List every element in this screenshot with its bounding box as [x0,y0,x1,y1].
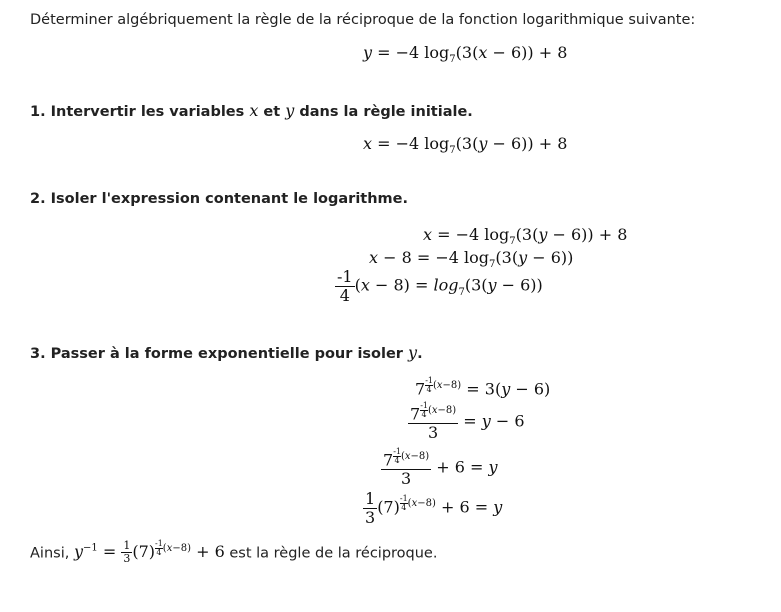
step3-line3: 7 $^{\frac{-1}{4} (x-8)}$ 3 + 6 = y [383,447,498,488]
step2-line2: x − 8 = −4 $\log_7(3(y - 6))$ [369,248,574,271]
step1-heading: 1. Intervertir les variables x et y dans la règle initiale. [30,101,473,120]
step2-line1: x = −4 $\log_7(3(y - 6)) + 8$ [423,225,628,248]
equation-swapped: x = −4 $\log_7(3(y - 6)) + 8$ [363,134,568,157]
step3-heading: 3. Passer à la forme exponentielle pour isoler y. [30,343,423,362]
step2-heading: 2. Isoler l'expression contenant le logarithme. [30,191,408,207]
step3-line1: 7 $^{\frac{-1}{4} (x-8)}$ = 3(y − 6) [415,376,551,399]
step2-line3: $\frac{-1}{4}$ $(x - 8) = \log_7(3(y - 6))$ [337,267,543,305]
step3-line4: $\frac{1}{3}$ (7) $^{\frac{-1}{4} (x-8)}$ + 6 = y [365,489,503,527]
equation-initial: y = −4 $\log_7(3(x - 6)) + 8$ [363,43,568,66]
intro-text: Déterminer algébriquement la règle de la réciproque de la fonction logarithmique suivante: [30,12,696,28]
conclusion: Ainsi, $y^{-1}$ = $\frac{1}{3}$ (7) $^{\frac{-1}{4} (x-8)}$ + 6 est la règle de la réciproque. [30,539,438,566]
step3-line2: 7 $^{\frac{-1}{4} (x-8)}$ 3 = y − 6 [410,401,525,442]
